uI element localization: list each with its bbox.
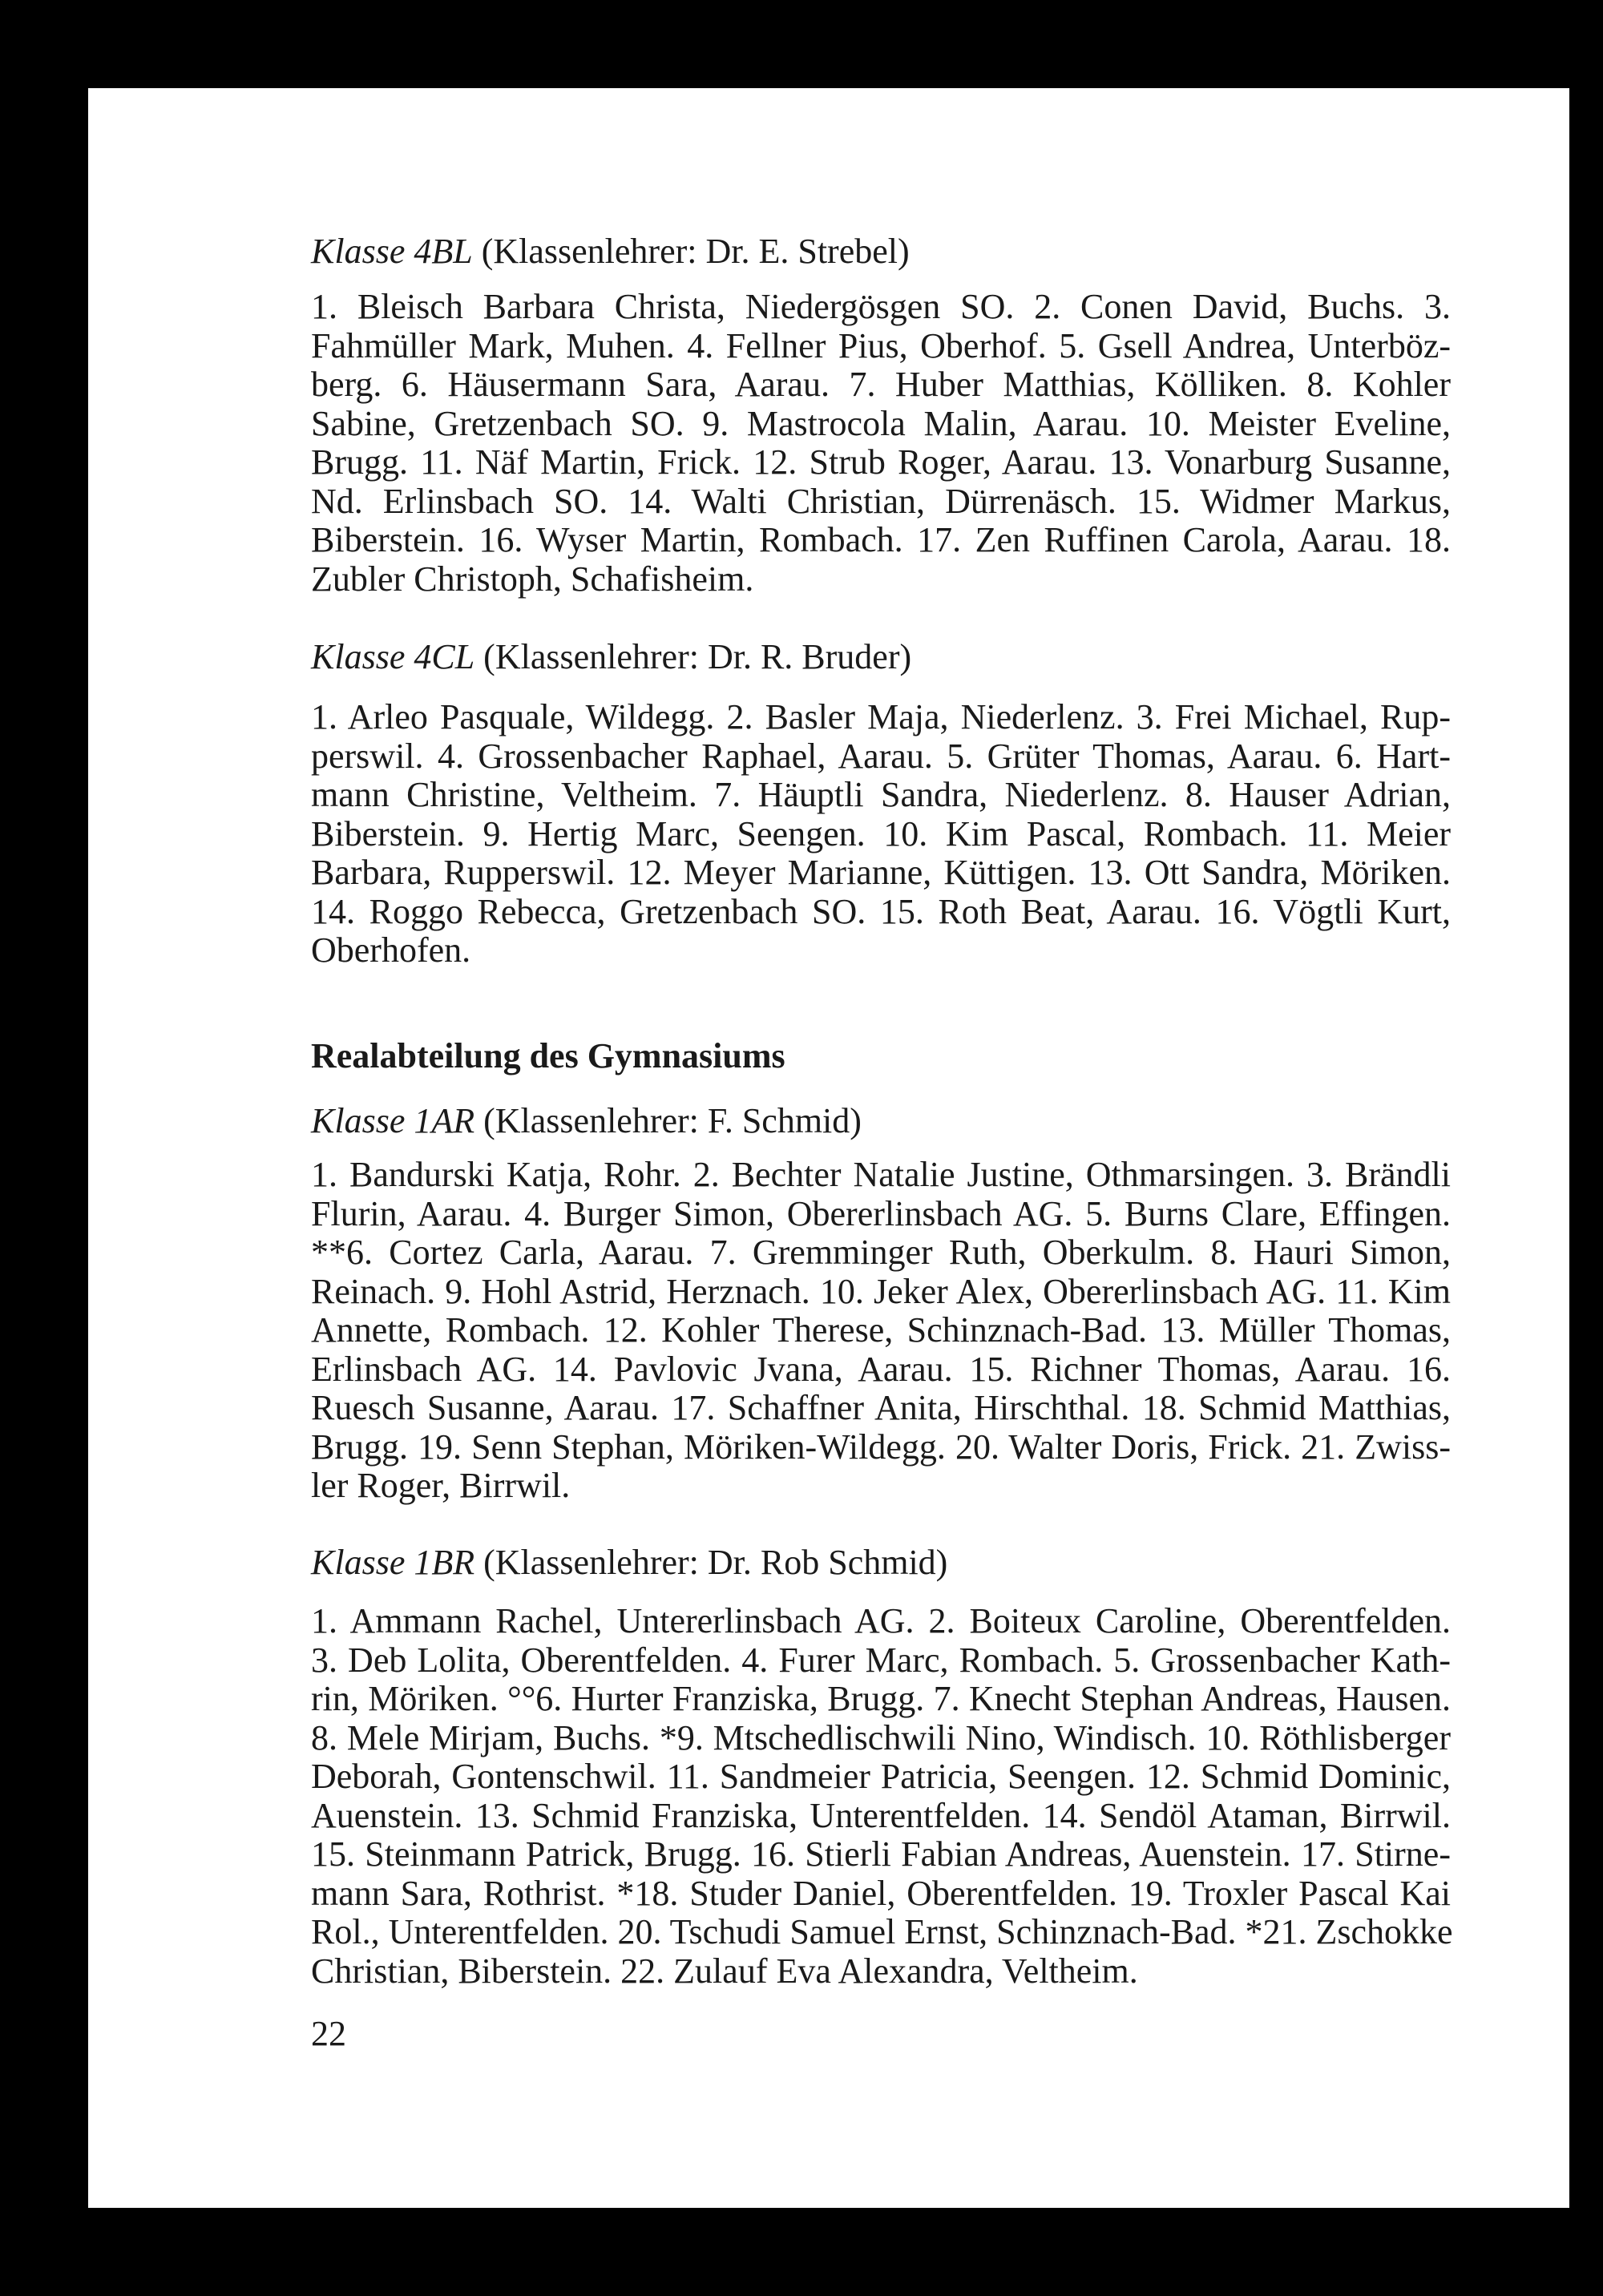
- text-line: Nd. Erlinsbach SO. 14. Walti Christian, Dürrenäsch. 15. Widmer Markus,: [311, 481, 1451, 521]
- text-line: Christian, Biberstein. 22. Zulauf Eva Alexandra, Veltheim.: [311, 1951, 1138, 1991]
- text-line: Annette, Rombach. 12. Kohler Therese, Schinznach-Bad. 13. Müller Thomas,: [311, 1310, 1451, 1350]
- text-line: 8. Mele Mirjam, Buchs. *9. Mtschedlischwili Nino, Windisch. 10. Röthlisberger: [311, 1717, 1451, 1757]
- class-teacher: (Klassenlehrer: Dr. Rob Schmid): [483, 1543, 948, 1582]
- text-line: Biberstein. 16. Wyser Martin, Rombach. 17. Zen Ruffinen Carola, Aarau. 18.: [311, 520, 1451, 559]
- text-line: **6. Cortez Carla, Aarau. 7. Gremminger Ruth, Oberkulm. 8. Hauri Simon,: [311, 1233, 1451, 1272]
- text-line: 1. Bandurski Katja, Rohr. 2. Bechter Natalie Justine, Othmarsingen. 3. Brändli: [311, 1155, 1451, 1194]
- class-heading-4bl: [311, 232, 1451, 272]
- text-line: rin, Möriken. °°6. Hurter Franziska, Brugg. 7. Knecht Stephan Andreas, Hausen.: [311, 1679, 1451, 1718]
- text-line: 14. Roggo Rebecca, Gretzenbach SO. 15. Roth Beat, Aarau. 16. Vögtli Kurt,: [311, 891, 1451, 931]
- text-line: Ruesch Susanne, Aarau. 17. Schaffner Anita, Hirschthal. 18. Schmid Matthias,: [311, 1388, 1451, 1427]
- text-line: Barbara, Rupperswil. 12. Meyer Marianne, Küttigen. 13. Ott Sandra, Möriken.: [311, 853, 1451, 892]
- student-list-1ar: [311, 1156, 1451, 1506]
- page-number: 22: [311, 2014, 346, 2053]
- text-line: perswil. 4. Grossenbacher Raphael, Aarau. 5. Grüter Thomas, Aarau. 6. Hart-: [311, 736, 1451, 776]
- text-line: Zubler Christoph, Schafisheim.: [311, 559, 754, 599]
- class-heading-1br: [311, 1543, 1451, 1583]
- class-teacher: (Klassenlehrer: F. Schmid): [483, 1101, 862, 1140]
- class-heading-1ar: [311, 1102, 1451, 1141]
- text-line: berg. 6. Häusermann Sara, Aarau. 7. Huber Matthias, Kölliken. 8. Kohler: [311, 365, 1451, 404]
- text-line: 15. Steinmann Patrick, Brugg. 16. Stierli Fabian Andreas, Auenstein. 17. Stirne-: [311, 1834, 1451, 1874]
- text-line: ler Roger, Birrwil.: [311, 1466, 571, 1505]
- student-list-4cl: [311, 698, 1451, 970]
- student-list-1br: [311, 1602, 1451, 1991]
- text-line: Deborah, Gontenschwil. 11. Sandmeier Patricia, Seengen. 12. Schmid Dominic,: [311, 1757, 1451, 1796]
- class-label: Klasse 1AR: [311, 1101, 475, 1140]
- class-teacher: (Klassenlehrer: Dr. R. Bruder): [483, 637, 912, 676]
- text-line: 1. Arleo Pasquale, Wildegg. 2. Basler Maja, Niederlenz. 3. Frei Michael, Rup-: [311, 697, 1451, 736]
- class-label: Klasse 1BR: [311, 1543, 475, 1582]
- text-line: Flurin, Aarau. 4. Burger Simon, Obererlinsbach AG. 5. Burns Clare, Effingen.: [311, 1193, 1451, 1233]
- text-line: Brugg. 11. Näf Martin, Frick. 12. Strub Roger, Aarau. 13. Vonarburg Susanne,: [311, 442, 1451, 482]
- class-label: Klasse 4BL: [311, 232, 473, 271]
- text-line: Sabine, Gretzenbach SO. 9. Mastrocola Malin, Aarau. 10. Meister Eveline,: [311, 403, 1451, 443]
- text-line: Auenstein. 13. Schmid Franziska, Unterentfelden. 14. Sendöl Ataman, Birrwil.: [311, 1795, 1451, 1835]
- text-line: Brugg. 19. Senn Stephan, Möriken-Wildegg. 20. Walter Doris, Frick. 21. Zwiss-: [311, 1426, 1451, 1467]
- text-line: mann Christine, Veltheim. 7. Häuptli Sandra, Niederlenz. 8. Hauser Adrian,: [311, 775, 1451, 814]
- text-line: Reinach. 9. Hohl Astrid, Herznach. 10. Jeker Alex, Obererlinsbach AG. 11. Kim: [311, 1271, 1451, 1311]
- text-line: mann Sara, Rothrist. *18. Studer Daniel, Oberentfelden. 19. Troxler Pascal Kai: [311, 1873, 1451, 1913]
- text-line: Fahmüller Mark, Muhen. 4. Fellner Pius, Oberhof. 5. Gsell Andrea, Unterböz-: [311, 325, 1451, 365]
- class-teacher: (Klassenlehrer: Dr. E. Strebel): [481, 232, 910, 271]
- section-heading: Realabteilung des Gymnasiums: [311, 1036, 785, 1075]
- text-line: 3. Deb Lolita, Oberentfelden. 4. Furer Marc, Rombach. 5. Grossenbacher Kath-: [311, 1640, 1451, 1680]
- text-line: Biberstein. 9. Hertig Marc, Seengen. 10. Kim Pascal, Rombach. 11. Meier: [311, 813, 1451, 853]
- text-line: Erlinsbach AG. 14. Pavlovic Jvana, Aarau. 15. Richner Thomas, Aarau. 16.: [311, 1349, 1451, 1389]
- text-line: Oberhofen.: [311, 930, 471, 970]
- class-heading-4cl: [311, 638, 1451, 677]
- text-line: 1. Ammann Rachel, Untererlinsbach AG. 2. Boiteux Caroline, Oberentfelden.: [311, 1601, 1451, 1640]
- text-line: 1. Bleisch Barbara Christa, Niedergösgen SO. 2. Conen David, Buchs. 3.: [311, 287, 1451, 326]
- student-list-4bl: [311, 288, 1451, 599]
- class-label: Klasse 4CL: [311, 637, 475, 676]
- text-line: Rol., Unterentfelden. 20. Tschudi Samuel Ernst, Schinznach-Bad. *21. Zschokke: [311, 1912, 1453, 1951]
